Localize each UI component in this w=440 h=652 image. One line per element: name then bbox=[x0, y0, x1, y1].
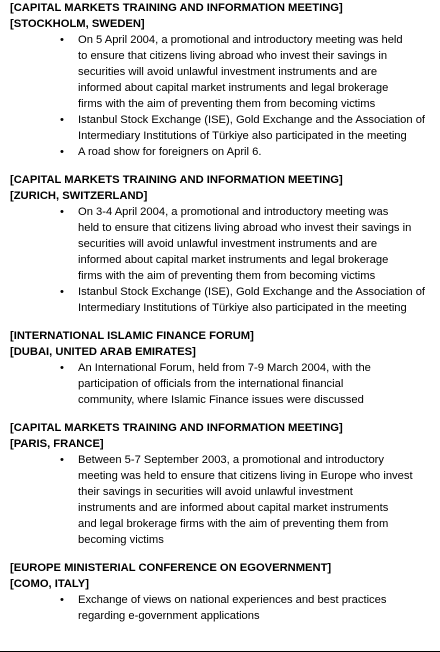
bullet-icon: • bbox=[60, 114, 64, 126]
list-item-text-line: Between 5-7 September 2003, a promotional and introductory bbox=[78, 454, 384, 466]
event-title: [CAPITAL MARKETS TRAINING AND INFORMATION MEETING] bbox=[10, 174, 343, 186]
list-item-text-line: On 3-4 April 2004, a promotional and introductory meeting was bbox=[78, 206, 389, 218]
list-item bbox=[10, 592, 438, 624]
bullet-icon: • bbox=[60, 34, 64, 46]
bullet-icon: • bbox=[60, 594, 64, 606]
list-item-text-line: Intermediary Institutions of Türkiye also participated in the meeting bbox=[78, 130, 407, 142]
list-item bbox=[10, 144, 438, 160]
event-location: [COMO, ITALY] bbox=[10, 578, 89, 590]
list-item bbox=[10, 284, 438, 316]
list-item-text-line: instruments and are informed about capital market instruments bbox=[78, 502, 389, 514]
list-item bbox=[10, 360, 438, 408]
list-item-text-line: Intermediary Institutions of Türkiye also participated in the meeting bbox=[78, 302, 407, 314]
event-title: [CAPITAL MARKETS TRAINING AND INFORMATION MEETING] bbox=[10, 422, 343, 434]
event-title: [EUROPE MINISTERIAL CONFERENCE ON EGOVERNMENT] bbox=[10, 562, 332, 574]
list-item-text-line: An International Forum, held from 7-9 March 2004, with the bbox=[78, 362, 371, 374]
list-item-text-line: community, where Islamic Finance issues were discussed bbox=[78, 394, 364, 406]
event-section bbox=[10, 560, 438, 624]
list-item-text-line: On 5 April 2004, a promotional and introductory meeting was held bbox=[78, 34, 403, 46]
event-location: [ZURICH, SWITZERLAND] bbox=[10, 190, 148, 202]
bullet-icon: • bbox=[60, 454, 64, 466]
event-section bbox=[10, 172, 438, 316]
event-details-list bbox=[10, 32, 438, 160]
bullet-icon: • bbox=[60, 362, 64, 374]
event-details-list bbox=[10, 360, 438, 408]
list-item-text-line: Istanbul Stock Exchange (ISE), Gold Exchange and the Association of bbox=[78, 114, 426, 126]
list-item-text-line: meeting was held to ensure that citizens living in Europe who invest bbox=[78, 470, 413, 482]
list-item-text-line: informed about capital market instruments and legal brokerage bbox=[78, 82, 389, 94]
event-title: [INTERNATIONAL ISLAMIC FINANCE FORUM] bbox=[10, 330, 254, 342]
event-title: [CAPITAL MARKETS TRAINING AND INFORMATION MEETING] bbox=[10, 2, 343, 14]
bullet-icon: • bbox=[60, 206, 64, 218]
list-item bbox=[10, 452, 438, 548]
list-item-text-line: securities will avoid unlawful investment instruments and are bbox=[78, 238, 378, 250]
list-item-text-line: Exchange of views on national experiences and best practices bbox=[78, 594, 387, 606]
list-item bbox=[10, 204, 438, 284]
list-item-text-line: A road show for foreigners on April 6. bbox=[78, 146, 262, 158]
list-item bbox=[10, 32, 438, 112]
event-location: [DUBAI, UNITED ARAB EMIRATES] bbox=[10, 346, 196, 358]
list-item-text-line: securities will avoid unlawful investment instruments and are bbox=[78, 66, 378, 78]
list-item-text-line: becoming victims bbox=[78, 534, 164, 546]
list-item-text-line: their savings in securities will avoid unlawful investment bbox=[78, 486, 353, 498]
event-section bbox=[10, 420, 438, 548]
list-item-text-line: firms with the aim of preventing them from becoming victims bbox=[78, 98, 376, 110]
event-details-list bbox=[10, 204, 438, 316]
event-location: [STOCKHOLM, SWEDEN] bbox=[10, 18, 145, 30]
event-details-list bbox=[10, 452, 438, 548]
list-item-text-line: to ensure that citizens living abroad who invest their savings in bbox=[78, 50, 388, 62]
list-item bbox=[10, 112, 438, 144]
event-details-list bbox=[10, 592, 438, 624]
list-item-text-line: participation of officials from the international financial bbox=[78, 378, 344, 390]
list-item-text-line: Istanbul Stock Exchange (ISE), Gold Exchange and the Association of bbox=[78, 286, 426, 298]
list-item-text-line: and legal brokerage firms with the aim of preventing them from bbox=[78, 518, 389, 530]
event-section bbox=[10, 328, 438, 408]
list-item-text-line: held to ensure that citizens living abroad who invest their savings in bbox=[78, 222, 412, 234]
event-location: [PARIS, FRANCE] bbox=[10, 438, 104, 450]
list-item-text-line: regarding e-government applications bbox=[78, 610, 260, 622]
event-section bbox=[10, 0, 438, 160]
bullet-icon: • bbox=[60, 286, 64, 298]
bullet-icon: • bbox=[60, 146, 64, 158]
list-item-text-line: informed about capital market instruments and legal brokerage bbox=[78, 254, 389, 266]
list-item-text-line: firms with the aim of preventing them from becoming victims bbox=[78, 270, 376, 282]
